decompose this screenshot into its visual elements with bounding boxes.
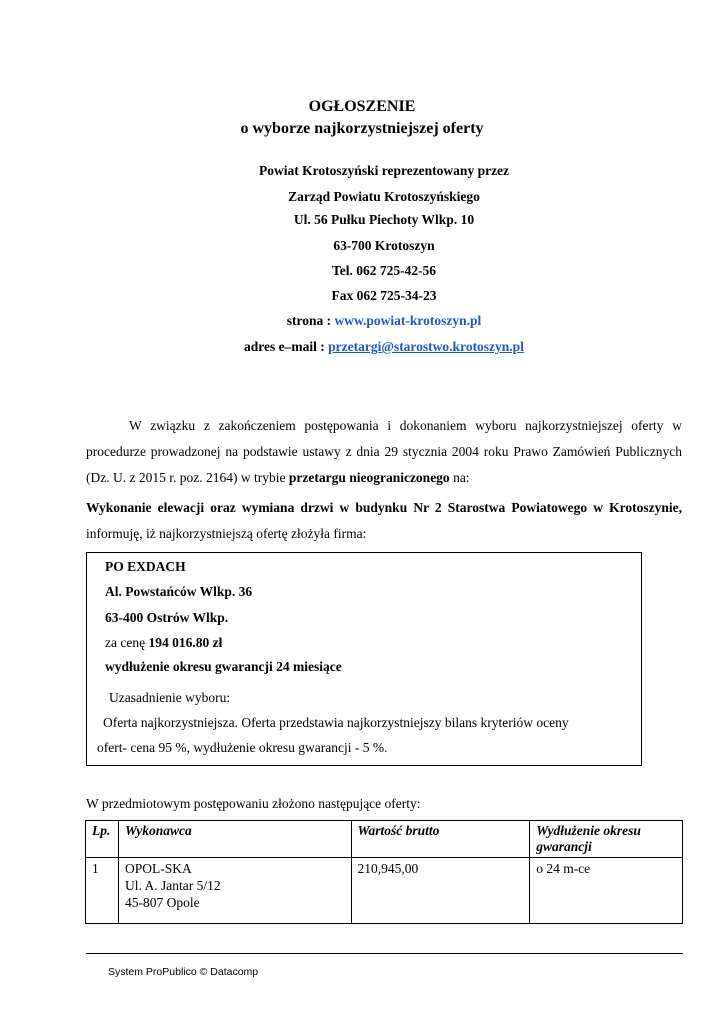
website-label: strona : (286, 313, 335, 328)
email-link[interactable]: przetargi@starostwo.krotoszyn.pl (328, 339, 524, 354)
justification-text: Oferta najkorzystniejsza. Oferta przedstawia najkorzystniejszy bilans kryteriów oceny (103, 715, 569, 730)
winner-name: PO EXDACH (105, 559, 186, 574)
contractor-street: Ul. A. Jantar 5/12 (124, 878, 221, 893)
winner-price-value: 194 016.80 zł (148, 635, 223, 650)
header-line-board: Zarząd Powiatu Krotoszyńskiego (288, 189, 480, 204)
intro-text-end: na: (449, 470, 470, 485)
col-header-warranty: Wydłużenie okresu gwarancji (530, 821, 683, 858)
intro-text: W związku z zakończeniem postępowania i dokonaniem wyboru najkorzystniejszej oferty w procedurze prowadzonej na podstawie ustawy z dnia 29 stycznia 2004 roku Prawo Zamówień Publicznych (Dz. U. z 2015 r. poz. 2164) w trybie (86, 418, 682, 485)
cell-warranty: o 24 m-ce (530, 858, 683, 924)
winner-price-line (105, 634, 222, 652)
contract-subject: Wykonanie elewacji oraz wymiana drzwi w budynku Nr 2 Starostwa Powiatowego w Krotoszynie, (86, 500, 682, 515)
page-title: OGŁOSZENIE (308, 98, 416, 115)
justification-text-continued: ofert- cena 95 %, wydłużenie okresu gwarancji - 5 %. (97, 740, 388, 755)
footer-divider (86, 953, 683, 954)
table-row (86, 858, 683, 924)
cell-lp: 1 (86, 858, 119, 924)
cell-value: 210,945,00 (351, 858, 530, 924)
contractor-name: OPOL-SKA (124, 861, 192, 876)
header-line-city: 63-700 Krotoszyn (333, 238, 435, 253)
intro-paragraph (86, 413, 682, 491)
winner-street: Al. Powstańców Wlkp. 36 (105, 584, 253, 599)
subject-text: informuję, iż najkorzystniejszą ofertę złożyła firma: (86, 526, 367, 541)
winner-city: 63-400 Ostrów Wlkp. (105, 610, 229, 625)
header-line-fax: Fax 062 725-34-23 (331, 288, 437, 303)
justification-label: Uzasadnienie wyboru: (109, 690, 231, 705)
winner-warranty: wydłużenie okresu gwarancji 24 miesiące (105, 659, 342, 674)
col-header-value: Wartość brutto (351, 821, 530, 858)
offers-table (85, 820, 683, 924)
winner-box (86, 552, 642, 766)
offers-intro: W przedmiotowym postępowaniu złożono następujące oferty: (86, 796, 421, 811)
col-header-lp: Lp. (86, 821, 119, 858)
procedure-type: przetargu nieograniczonego (288, 470, 450, 485)
contractor-city: 45-807 Opole (124, 895, 200, 910)
cell-contractor (118, 858, 351, 924)
email-line (0, 338, 724, 356)
website-line (0, 312, 724, 330)
header-line-entity: Powiat Krotoszyński reprezentowany przez (258, 163, 510, 178)
col-header-contractor: Wykonawca (118, 821, 351, 858)
header-line-phone: Tel. 062 725-42-56 (331, 263, 437, 278)
subject-paragraph (86, 495, 682, 547)
page-subtitle: o wyborze najkorzystniejszej oferty (240, 120, 484, 137)
email-label: adres e–mail : (244, 339, 329, 354)
winner-price-label: za cenę (105, 635, 149, 650)
offers-table-header-row (86, 821, 683, 858)
header-line-street: Ul. 56 Pułku Piechoty Wlkp. 10 (293, 212, 475, 227)
website-link[interactable]: www.powiat-krotoszyn.pl (334, 313, 482, 328)
footer-text: System ProPublico © Datacomp (108, 966, 259, 978)
